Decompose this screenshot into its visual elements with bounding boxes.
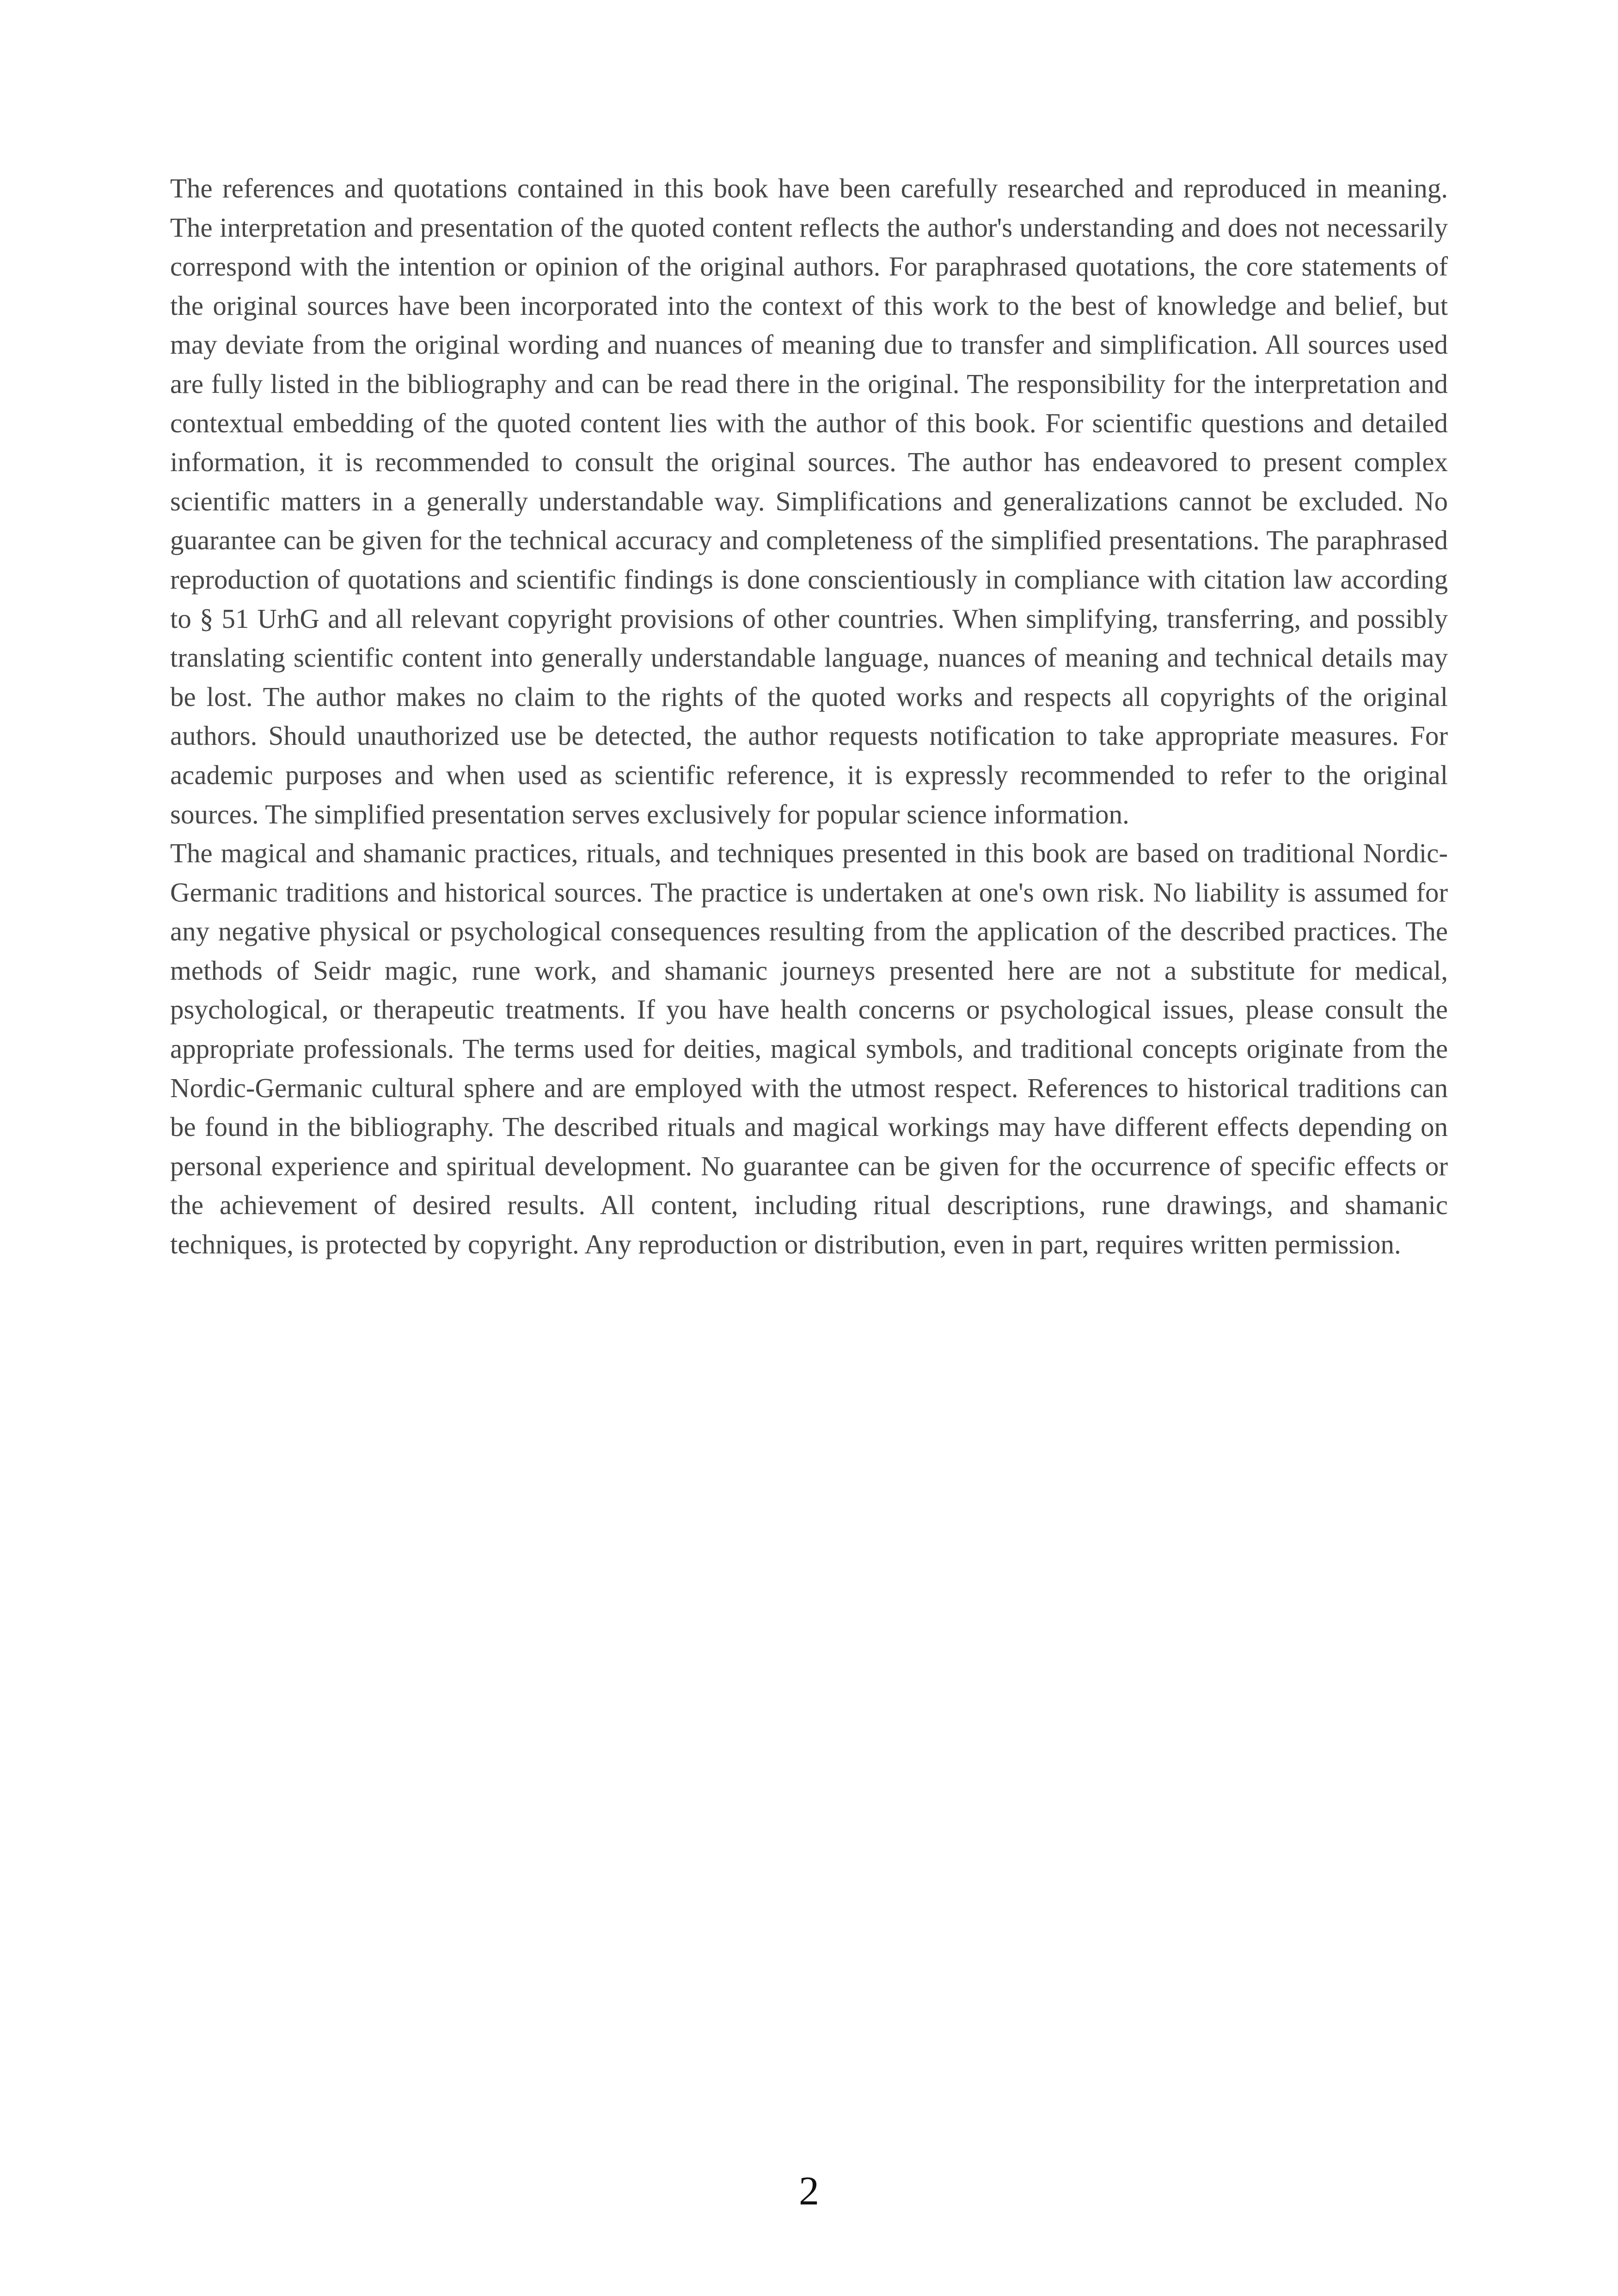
page-number: 2 <box>799 2169 819 2214</box>
disclaimer-text-block <box>170 169 1448 1264</box>
references-disclaimer-paragraph: The references and quotations contained in this book have been carefully researched and reproduced in meaning. The interpretation and presentation of the quoted content reflects the author's understanding and does not necessarily correspond with the intention or opinion of the original authors. For paraphrased quotations, the core statements of the original sources have been incorporated into the context of this work to the best of knowledge and belief, but may deviate from the original wording and nuances of meaning due to transfer and simplification. All sources used are fully listed in the bibliography and can be read there in the original. The responsibility for the interpretation and contextual embedding of the quoted content lies with the author of this book. For scientific questions and detailed information, it is recommended to consult the original sources. The author has endeavored to present complex scientific matters in a generally understandable way. Simplifications and generalizations cannot be excluded. No guarantee can be given for the technical accuracy and completeness of the simplified presentations. The paraphrased reproduction of quotations and scientific findings is done conscientiously in compliance with citation law according to § 51 UrhG and all relevant copyright provisions of other countries. When simplifying, transferring, and possibly translating scientific content into generally understandable language, nuances of meaning and technical details may be lost. The author makes no claim to the rights of the quoted works and respects all copyrights of the original authors. Should unauthorized use be detected, the author requests notification to take appropriate measures. For academic purposes and when used as scientific reference, it is expressly recommended to refer to the original sources. The simplified presentation serves exclusively for popular science information. <box>170 173 1448 829</box>
practices-disclaimer-paragraph: The magical and shamanic practices, rituals, and techniques presented in this book are based on traditional Nordic-Germanic traditions and historical sources. The practice is undertaken at one's own risk. No liability is assumed for any negative physical or psychological consequences resulting from the application of the described practices. The methods of Seidr magic, rune work, and shamanic journeys presented here are not a substitute for medical, psychological, or therapeutic treatments. If you have health concerns or psychological issues, please consult the appropriate professionals. The terms used for deities, magical symbols, and traditional concepts originate from the Nordic-Germanic cultural sphere and are employed with the utmost respect. References to historical traditions can be found in the bibliography. The described rituals and magical workings may have different effects depending on personal experience and spiritual development. No guarantee can be given for the occurrence of specific effects or the achievement of desired results. All content, including ritual descriptions, rune drawings, and shamanic techniques, is protected by copyright. Any reproduction or distribution, even in part, requires written permission. <box>170 838 1448 1260</box>
